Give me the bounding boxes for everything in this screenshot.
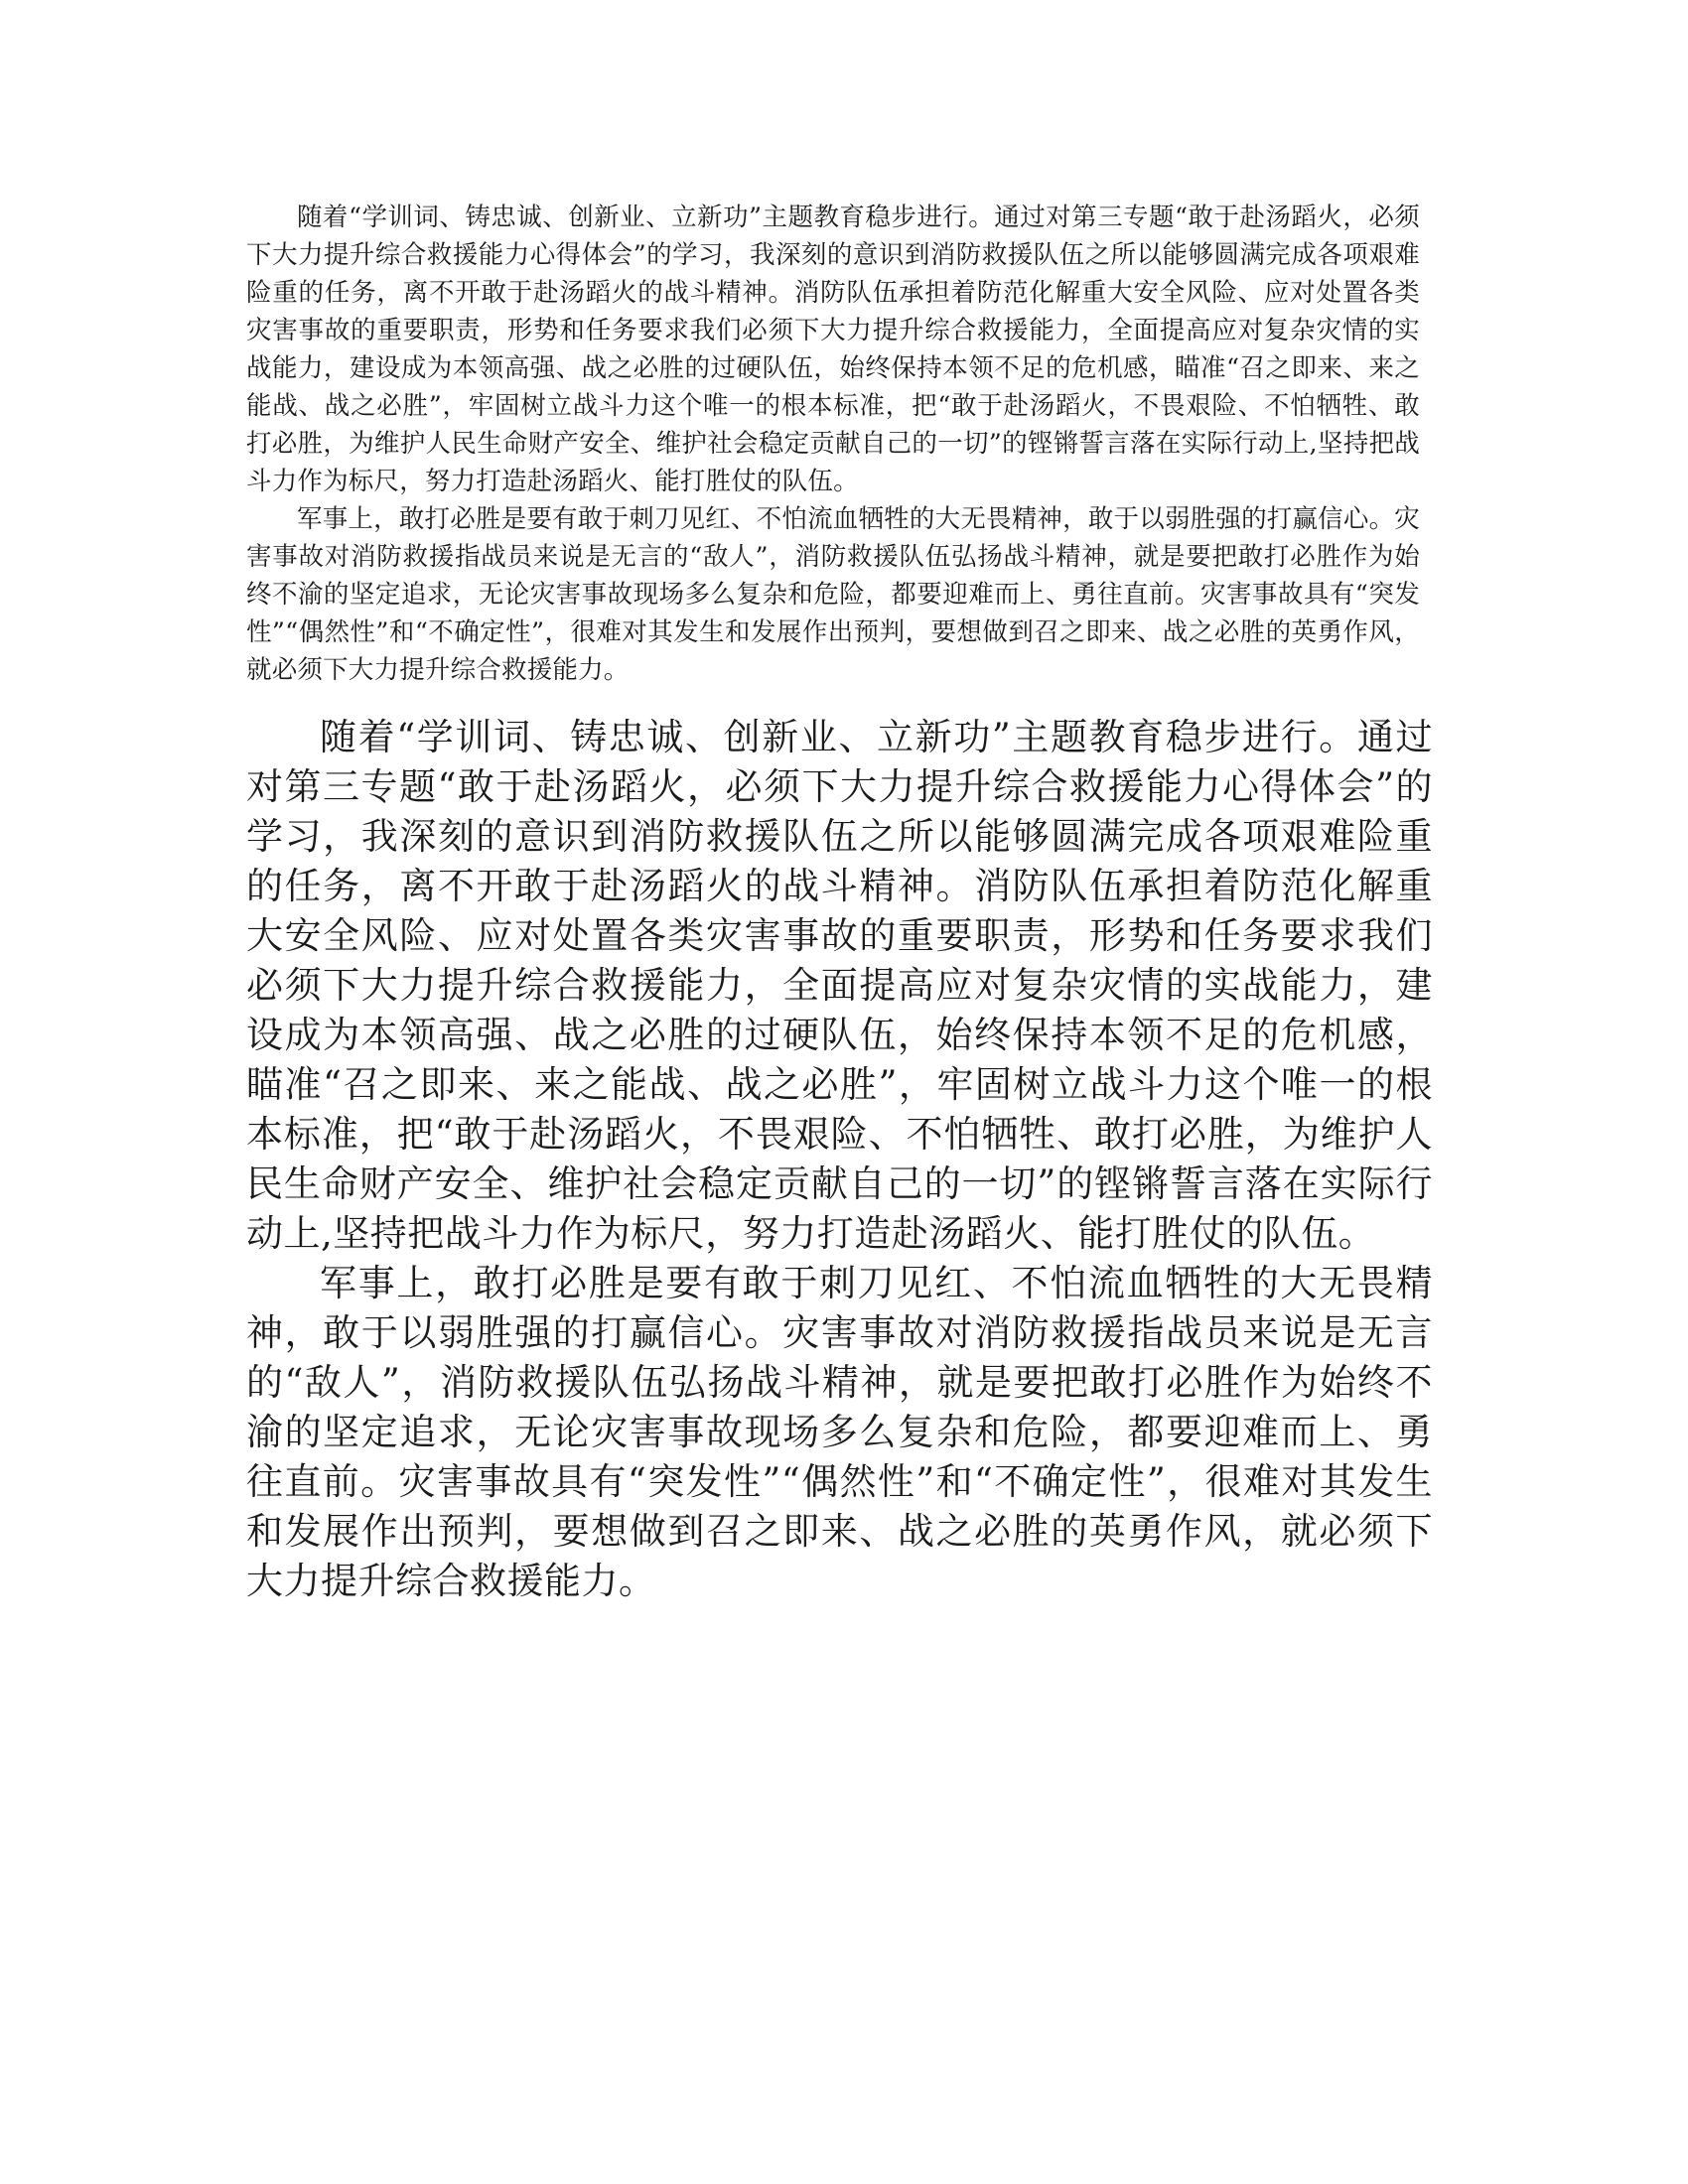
paragraph-small-1: 随着“学训词、铸忠诚、创新业、立新功”主题教育稳步进行。通过对第三专题“敢于赴汤蹈火，必须下大力提升综合救援能力心得体会”的学习，我深刻的意识到消防救援队伍之所以能够圆满完成各项艰难险重的任务，离不开敢于赴汤蹈火的战斗精神。消防队伍承担着防范化解重大安全风险、应对处置各类灾害事故的重要职责，形势和任务要求我们必须下大力提升综合救援能力，全面提高应对复杂灾情的实战能力，建设成为本领高强、战之必胜的过硬队伍，始终保持本领不足的危机感，瞄准“召之即来、来之能战、战之必胜”，牢固树立战斗力这个唯一的根本标准，把“敢于赴汤蹈火，不畏艰险、不怕牺牲、敢打必胜，为维护人民生命财产安全、维护社会稳定贡献自己的一切”的铿锵誓言落在实际行动上,坚持把战斗力作为标尺，努力打造赴汤蹈火、能打胜仗的队伍。 [246, 203, 1420, 496]
paragraph-small-2: 军事上，敢打必胜是要有敢于刺刀见红、不怕流血牺牲的大无畏精神，敢于以弱胜强的打赢信心。灾害事故对消防救援指战员来说是无言的“敌人”，消防救援队伍弘扬战斗精神，就是要把敢打必胜作为始终不渝的坚定追求，无论灾害事故现场多么复杂和危险，都要迎难而上、勇往直前。灾害事故具有“突发性”“偶然性”和“不确定性”，很难对其发生和发展作出预判，要想做到召之即来、战之必胜的英勇作风，就必须下大力提升综合救援能力。 [246, 504, 1420, 685]
paragraph-large-2: 军事上，敢打必胜是要有敢于刺刀见红、不怕流血牺牲的大无畏精神，敢于以弱胜强的打赢信心。灾害事故对消防救援指战员来说是无言的“敌人”，消防救援队伍弘扬战斗精神，就是要把敢打必胜作为始终不渝的坚定追求，无论灾害事故现场多么复杂和危险，都要迎难而上、勇往直前。灾害事故具有“突发性”“偶然性”和“不确定性”，很难对其发生和发展作出预判，要想做到召之即来、战之必胜的英勇作风，就必须下大力提升综合救援能力。 [246, 1262, 1433, 1602]
large-text-section [246, 713, 1433, 1606]
paragraph-large-1: 随着“学训词、铸忠诚、创新业、立新功”主题教育稳步进行。通过对第三专题“敢于赴汤蹈火，必须下大力提升综合救援能力心得体会”的学习，我深刻的意识到消防救援队伍之所以能够圆满完成各项艰难险重的任务，离不开敢于赴汤蹈火的战斗精神。消防队伍承担着防范化解重大安全风险、应对处置各类灾害事故的重要职责，形势和任务要求我们必须下大力提升综合救援能力，全面提高应对复杂灾情的实战能力，建设成为本领高强、战之必胜的过硬队伍，始终保持本领不足的危机感，瞄准“召之即来、来之能战、战之必胜”，牢固树立战斗力这个唯一的根本标准，把“敢于赴汤蹈火，不畏艰险、不怕牺牲、敢打必胜，为维护人民生命财产安全、维护社会稳定贡献自己的一切”的铿锵誓言落在实际行动上,坚持把战斗力作为标尺，努力打造赴汤蹈火、能打胜仗的队伍。 [246, 716, 1433, 1255]
small-text-section [246, 199, 1420, 689]
